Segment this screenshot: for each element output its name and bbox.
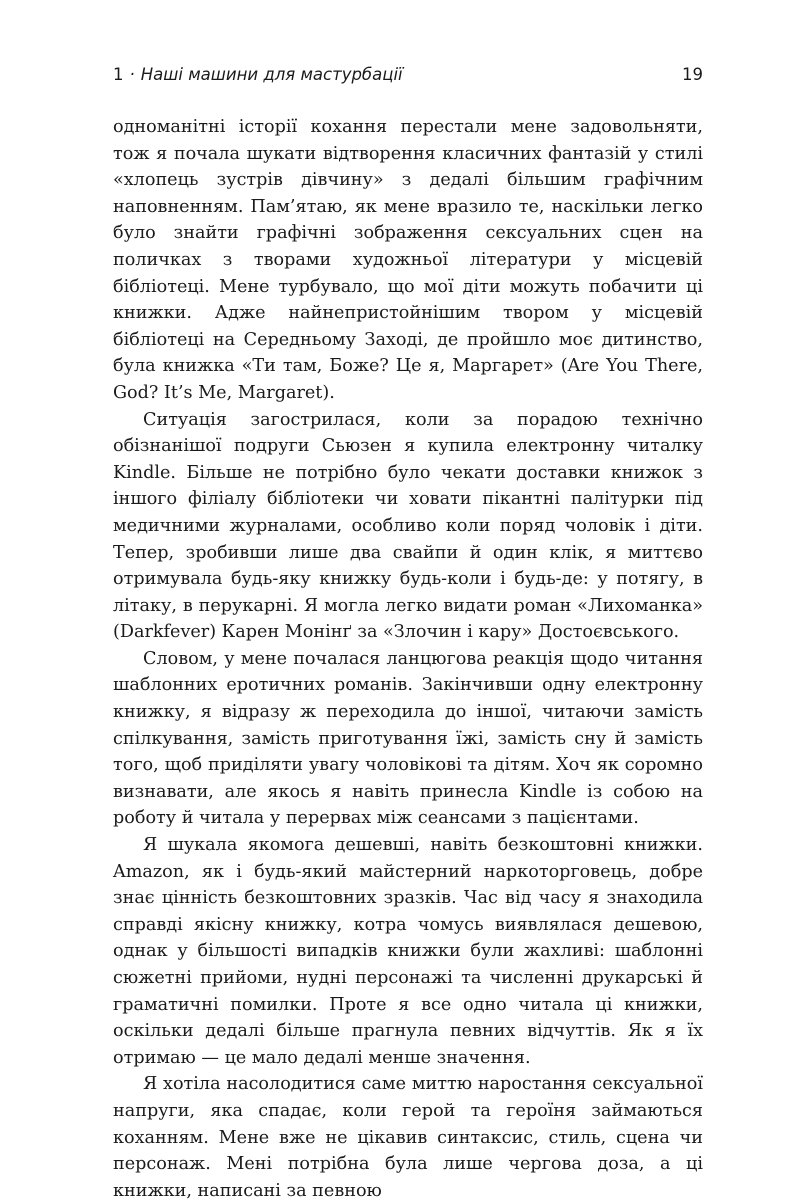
paragraph: Я хотіла насолодитися саме миттю наростання сексуальної напруги, яка спадає, коли герой та героїня займаються коханням. Мене вже не цікавив синтаксис, стиль, сцена чи персонаж. Мені потрібна була лише чергова доза, а ці книжки, написані за певною bbox=[113, 1074, 703, 1201]
body-text bbox=[113, 114, 703, 1204]
page-number: 19 bbox=[682, 65, 703, 84]
paragraph-continued: одноманітні історії кохання перестали мене задовольняти, тож я почала шукати відтворення класичних фантазій у стилі «хлопець зустрів дівчину» з дедалі більшим графічним наповненням. Пам’ятаю, як мене вразило те, наскільки легко було знайти графічні зображення сексуальних сцен на поличках з творами художньої літератури у місцевій бібліотеці. Мене турбувало, що мої діти можуть побачити ці книжки. Адже найнепристойнішим твором у місцевій бібліотеці на Середньому Заході, де пройшло моє дитинство, була книжка «Ти там, Боже? Це я, Маргарет» (Are You There, God? It’s Me, Margaret). bbox=[113, 117, 703, 403]
paragraph: Ситуація загострилася, коли за порадою технічно обізнанішої подруги Сьюзен я купила електронну читалку Kindle. Більше не потрібно було чекати доставки книжок з іншого філіалу бібліотеки чи ховати пікантні палітурки під медичними журналами, особливо коли поряд чоловік і діти. Тепер, зробивши лише два свайпи й один клік, я миттєво отримувала будь-яку книжку будь-коли і будь-де: у потягу, в літаку, в перукарні. Я могла легко видати роман «Лихоманка» (Darkfever) Карен Монінґ за «Злочин і кару» Достоєвського. bbox=[113, 409, 703, 643]
running-head-separator: · bbox=[129, 65, 135, 84]
running-head bbox=[113, 64, 703, 86]
chapter-number: 1 bbox=[113, 65, 124, 84]
paragraph: Словом, у мене почалася ланцюгова реакція щодо читання шаблонних еротичних романів. Закінчивши одну електронну книжку, я відразу ж переходила до іншої, читаючи замість спілкування, замість приготування їжі, замість сну й замість того, щоб приділяти увагу чоловікові та дітям. Хоч як соромно визнавати, але якось я навіть принесла Kindle із собою на роботу й читала у перервах між сеансами з пацієнтами. bbox=[113, 648, 703, 829]
chapter-title: Наші машини для мастурбації bbox=[140, 65, 403, 84]
paragraph: Я шукала якомога дешевші, навіть безкоштовні книжки. Amazon, як і будь-який майстерний наркоторговець, добре знає цінність безкоштовних зразків. Час від часу я знаходила справді якісну книжку, котра чомусь виявлялася дешевою, однак у більшості випадків книжки були жахливі: шаблонні сюжетні прийоми, нудні персонажі та численні друкарські й граматичні помилки. Проте я все одно читала ці книжки, оскільки дедалі більше прагнула певних відчуттів. Як я їх отримаю — це мало дедалі менше значення. bbox=[113, 835, 703, 1068]
running-head-chapter bbox=[113, 64, 403, 86]
